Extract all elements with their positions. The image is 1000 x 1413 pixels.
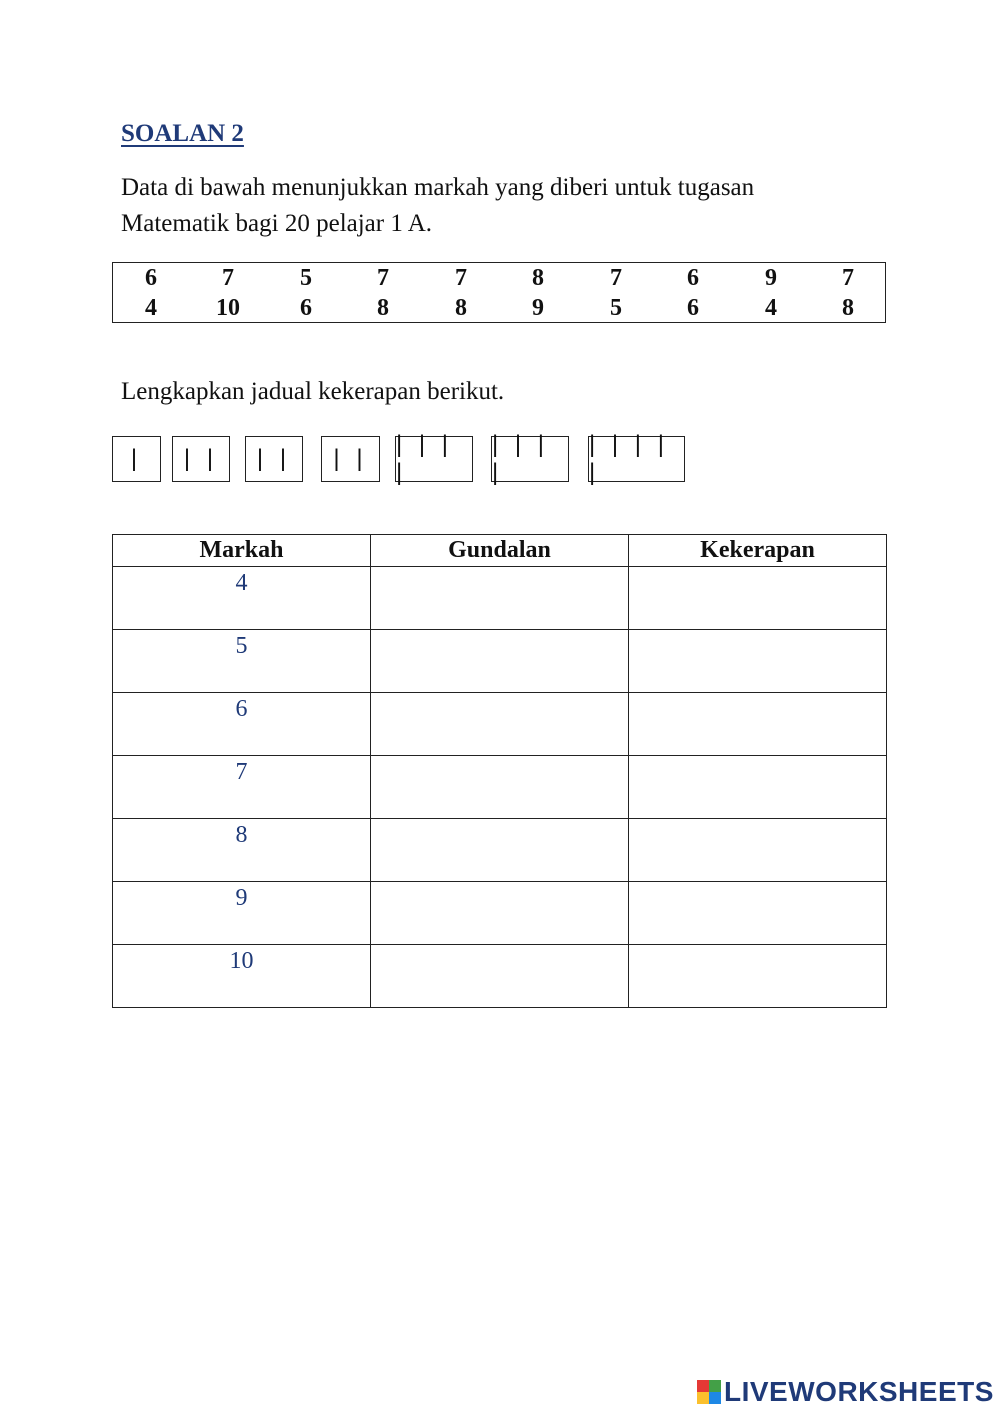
data-cell: 5 [300, 265, 312, 291]
data-cell: 6 [687, 265, 699, 291]
tally-drop-cell[interactable] [371, 819, 629, 882]
mark-cell: 7 [113, 756, 371, 819]
table-row [113, 882, 887, 945]
tally-drop-cell[interactable] [371, 882, 629, 945]
header-markah: Markah [113, 535, 371, 567]
tally-option[interactable]: | | | | [491, 436, 569, 482]
table-row [113, 630, 887, 693]
tally-option[interactable]: | [112, 436, 161, 482]
logo-text: LIVEWORKSHEETS [724, 1376, 994, 1407]
mark-cell: 4 [113, 567, 371, 630]
data-cell: 9 [532, 295, 544, 321]
tally-option[interactable]: | | [245, 436, 303, 482]
mark-cell: 5 [113, 630, 371, 693]
tally-drop-cell[interactable] [371, 756, 629, 819]
frequency-input-cell[interactable] [629, 756, 887, 819]
header-kekerapan: Kekerapan [629, 535, 887, 567]
table-row [113, 693, 887, 756]
data-cell: 6 [687, 295, 699, 321]
frequency-input-cell[interactable] [629, 819, 887, 882]
table-row [113, 567, 887, 630]
data-cell: 7 [455, 265, 467, 291]
mark-cell: 8 [113, 819, 371, 882]
frequency-input-cell[interactable] [629, 693, 887, 756]
logo-square-yellow [697, 1392, 709, 1404]
data-cell: 9 [765, 265, 777, 291]
tally-drop-cell[interactable] [371, 630, 629, 693]
data-cell: 7 [842, 265, 854, 291]
logo-square-red [697, 1380, 709, 1392]
data-cell: 7 [377, 265, 389, 291]
frequency-input-cell[interactable] [629, 630, 887, 693]
tally-option[interactable]: | | [321, 436, 380, 482]
tally-option[interactable]: | | | | [395, 436, 473, 482]
table-row [113, 945, 887, 1008]
logo-square-green [709, 1380, 721, 1392]
data-cell: 5 [610, 295, 622, 321]
data-cell: 7 [222, 265, 234, 291]
data-cell: 8 [377, 295, 389, 321]
frequency-input-cell[interactable] [629, 945, 887, 1008]
table-row [113, 819, 887, 882]
data-cell: 6 [300, 295, 312, 321]
data-row-2 [113, 293, 885, 323]
table-row [113, 756, 887, 819]
tally-drop-cell[interactable] [371, 567, 629, 630]
tally-drop-cell[interactable] [371, 693, 629, 756]
data-cell: 4 [145, 295, 157, 321]
liveworksheets-logo-icon [697, 1380, 721, 1404]
mark-cell: 10 [113, 945, 371, 1008]
tally-option[interactable]: | | [172, 436, 230, 482]
data-cell: 4 [765, 295, 777, 321]
instruction-text: Lengkapkan jadual kekerapan berikut. [121, 378, 505, 405]
frequency-input-cell[interactable] [629, 882, 887, 945]
data-cell: 8 [532, 265, 544, 291]
header-gundalan: Gundalan [371, 535, 629, 567]
data-cell: 8 [842, 295, 854, 321]
data-cell: 7 [610, 265, 622, 291]
question-intro-line-2: Matematik bagi 20 pelajar 1 A. [121, 210, 433, 237]
question-intro-line-1: Data di bawah menunjukkan markah yang diberi untuk tugasan [121, 174, 755, 201]
marks-data-box [112, 262, 886, 323]
question-title: SOALAN 2 [121, 120, 244, 147]
logo-square-blue [709, 1392, 721, 1404]
liveworksheets-logo [697, 1376, 994, 1408]
table-header-row [113, 535, 887, 567]
frequency-input-cell[interactable] [629, 567, 887, 630]
mark-cell: 9 [113, 882, 371, 945]
data-cell: 10 [216, 295, 240, 321]
data-cell: 8 [455, 295, 467, 321]
mark-cell: 6 [113, 693, 371, 756]
frequency-table [112, 534, 887, 1008]
data-row-1 [113, 263, 885, 293]
tally-drop-cell[interactable] [371, 945, 629, 1008]
data-cell: 6 [145, 265, 157, 291]
tally-option[interactable]: | | | | | [588, 436, 685, 482]
